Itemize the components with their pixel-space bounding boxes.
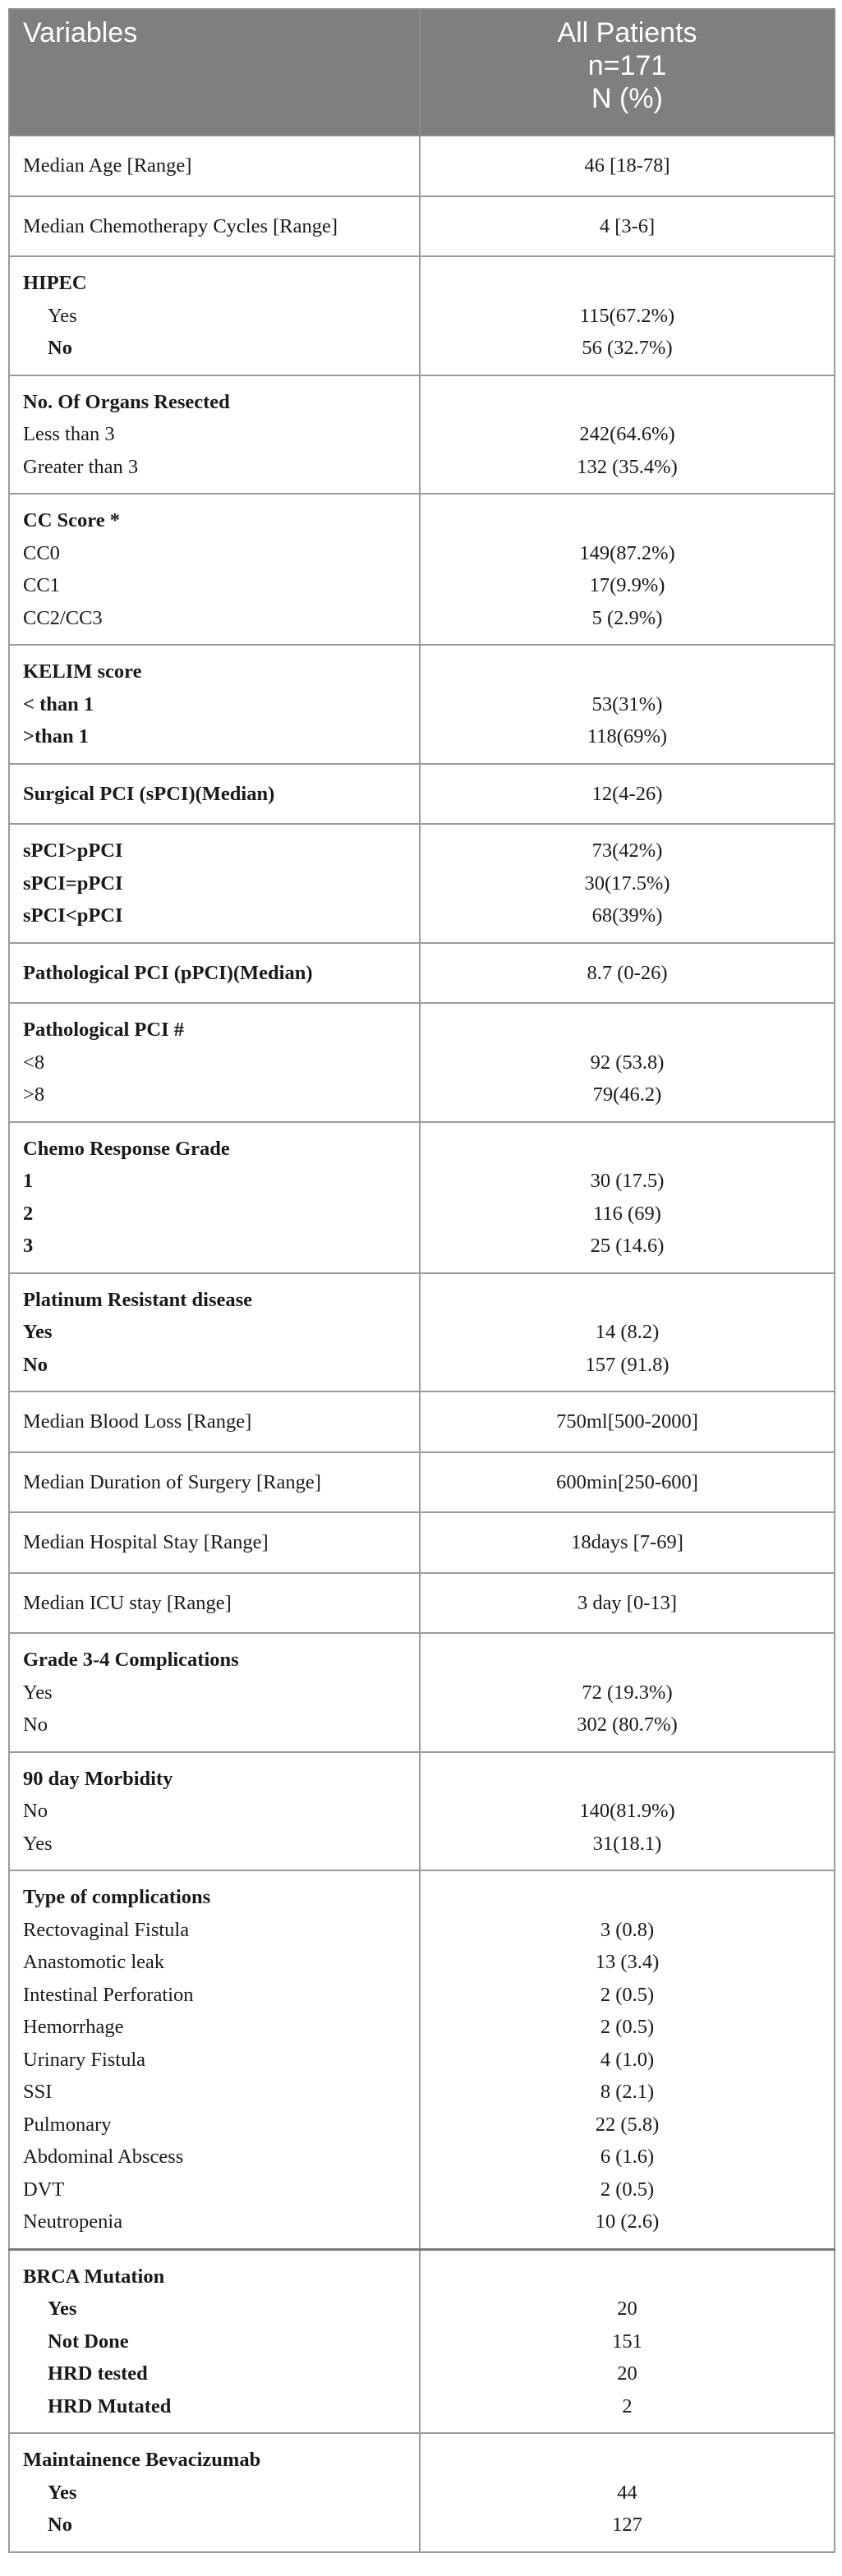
row-values bbox=[420, 1752, 835, 1871]
row-labels bbox=[9, 824, 420, 943]
row-value: 46 [18-78] bbox=[420, 136, 835, 196]
row-labels bbox=[9, 1003, 420, 1122]
row-value: 8.7 (0-26) bbox=[420, 943, 835, 1004]
row-hipec bbox=[9, 256, 835, 375]
item-label: HRD Mutated bbox=[48, 2394, 172, 2417]
item-label: sPCI>pPCI bbox=[23, 840, 123, 862]
item-value: 56 (32.7%) bbox=[582, 337, 673, 359]
group-title: Maintainence Bevacizumab bbox=[23, 2449, 261, 2471]
row-label: Median Hospital Stay [Range] bbox=[9, 1512, 420, 1573]
item-label: Rectovaginal Fistula bbox=[23, 1918, 190, 1941]
row-values bbox=[420, 1003, 835, 1122]
row-organs-resected bbox=[9, 375, 835, 494]
row-value: 12(4-26) bbox=[420, 764, 835, 825]
item-value: 118(69%) bbox=[587, 725, 668, 748]
item-value: 25 (14.6) bbox=[590, 1235, 665, 1257]
item-label: >than 1 bbox=[23, 725, 89, 748]
group-title: Chemo Response Grade bbox=[23, 1137, 230, 1160]
row-values bbox=[420, 375, 835, 494]
header-variables: Variables bbox=[9, 9, 420, 136]
item-value: 10 (2.6) bbox=[595, 2210, 660, 2233]
group-title: Pathological PCI # bbox=[23, 1019, 184, 1041]
item-label: Yes bbox=[48, 2298, 77, 2320]
item-label: <8 bbox=[23, 1051, 45, 1074]
item-label: Neutropenia bbox=[23, 2210, 123, 2233]
item-label: Less than 3 bbox=[23, 423, 115, 445]
row-type-of-complications bbox=[9, 1870, 835, 2249]
item-value: 44 bbox=[617, 2481, 637, 2504]
row-labels bbox=[9, 256, 420, 375]
row-90-day-morbidity bbox=[9, 1752, 835, 1871]
item-label: < than 1 bbox=[23, 692, 94, 715]
row-labels bbox=[9, 1870, 420, 2249]
item-value: 140(81.9%) bbox=[579, 1800, 675, 1822]
item-value: 14 (8.2) bbox=[595, 1321, 660, 1343]
item-label: Intestinal Perforation bbox=[23, 1983, 194, 2006]
row-label: Median Age [Range] bbox=[9, 136, 420, 196]
item-label: CC1 bbox=[23, 574, 60, 596]
item-label: 2 bbox=[23, 1202, 34, 1225]
row-labels bbox=[9, 1633, 420, 1752]
patient-characteristics-table bbox=[8, 8, 835, 2553]
row-value: 600min[250-600] bbox=[420, 1452, 835, 1513]
row-values bbox=[420, 1633, 835, 1752]
row-values bbox=[420, 1122, 835, 1273]
item-value: 17(9.9%) bbox=[589, 574, 665, 596]
item-label: 1 bbox=[23, 1170, 34, 1192]
row-labels bbox=[9, 1752, 420, 1871]
item-value: 53(31%) bbox=[591, 692, 663, 715]
row-values bbox=[420, 2249, 835, 2433]
group-title: Type of complications bbox=[23, 1886, 211, 1908]
item-label: Yes bbox=[48, 2481, 77, 2504]
item-value: 242(64.6%) bbox=[579, 423, 675, 445]
item-value: 30 (17.5) bbox=[590, 1170, 665, 1192]
row-value: 4 [3-6] bbox=[420, 196, 835, 257]
item-label: No bbox=[48, 337, 72, 359]
group-title: Grade 3-4 Complications bbox=[23, 1649, 239, 1671]
item-label: Yes bbox=[23, 1681, 53, 1704]
row-value: 3 day [0-13] bbox=[420, 1573, 835, 1634]
group-title: HIPEC bbox=[23, 272, 87, 294]
row-grade-3-4-complications bbox=[9, 1633, 835, 1752]
item-label: Abdominal Abscess bbox=[23, 2146, 184, 2168]
row-median-chemo-cycles bbox=[9, 196, 835, 257]
item-label: No bbox=[23, 1714, 48, 1736]
group-title: Platinum Resistant disease bbox=[23, 1288, 253, 1311]
item-label: >8 bbox=[23, 1083, 45, 1106]
item-value: 6 (1.6) bbox=[600, 2146, 655, 2168]
item-value: 13 (3.4) bbox=[595, 1951, 660, 1973]
item-label: SSI bbox=[23, 2081, 53, 2103]
row-label: Surgical PCI (sPCI)(Median) bbox=[9, 764, 420, 825]
row-median-hospital-stay bbox=[9, 1512, 835, 1573]
item-label: sPCI=pPCI bbox=[23, 872, 123, 895]
row-values bbox=[420, 1273, 835, 1392]
row-values bbox=[420, 1870, 835, 2249]
item-value: 73(42%) bbox=[591, 840, 663, 862]
item-value: 68(39%) bbox=[591, 904, 663, 927]
row-label: Median Chemotherapy Cycles [Range] bbox=[9, 196, 420, 257]
item-value: 115(67.2%) bbox=[579, 304, 675, 327]
item-value: 302 (80.7%) bbox=[577, 1714, 678, 1736]
item-label: sPCI<pPCI bbox=[23, 904, 123, 927]
item-label: Anastomotic leak bbox=[23, 1951, 165, 1973]
row-values bbox=[420, 2433, 835, 2552]
item-value: 22 (5.8) bbox=[595, 2113, 660, 2136]
row-values bbox=[420, 494, 835, 645]
item-value: 2 (0.5) bbox=[600, 2016, 655, 2038]
item-label: HRD tested bbox=[48, 2362, 148, 2385]
item-label: CC2/CC3 bbox=[23, 606, 103, 629]
row-values bbox=[420, 645, 835, 764]
item-value: 127 bbox=[612, 2514, 642, 2536]
header-all-patients bbox=[420, 9, 835, 136]
row-median-surgery-duration bbox=[9, 1452, 835, 1513]
item-value: 3 (0.8) bbox=[600, 1918, 655, 1941]
item-label: No bbox=[23, 1800, 48, 1822]
row-labels bbox=[9, 2249, 420, 2433]
row-pathological-pci bbox=[9, 1003, 835, 1122]
item-value: 92 (53.8) bbox=[590, 1051, 665, 1074]
header-line: n=171 bbox=[587, 50, 667, 81]
item-value: 72 (19.3%) bbox=[582, 1681, 673, 1704]
row-brca-mutation bbox=[9, 2249, 835, 2433]
item-value: 2 (0.5) bbox=[600, 1983, 655, 2006]
item-value: 157 (91.8) bbox=[585, 1353, 669, 1376]
row-cc-score bbox=[9, 494, 835, 645]
group-title: CC Score * bbox=[23, 509, 120, 531]
header-line: N (%) bbox=[591, 83, 663, 114]
group-title: No. Of Organs Resected bbox=[23, 390, 230, 413]
row-pathological-pci-median bbox=[9, 943, 835, 1004]
row-label: Pathological PCI (pPCI)(Median) bbox=[9, 943, 420, 1004]
row-surgical-pci bbox=[9, 764, 835, 825]
header-row bbox=[9, 9, 835, 136]
item-value: 132 (35.4%) bbox=[577, 455, 678, 478]
row-spci-vs-ppci bbox=[9, 824, 835, 943]
item-value: 151 bbox=[612, 2330, 642, 2353]
item-value: 30(17.5%) bbox=[584, 872, 670, 895]
header-line: All Patients bbox=[557, 17, 697, 48]
item-value: 2 bbox=[622, 2394, 633, 2417]
row-labels bbox=[9, 375, 420, 494]
group-title: KELIM score bbox=[23, 660, 142, 683]
item-value: 2 (0.5) bbox=[600, 2178, 655, 2201]
row-label: Median Duration of Surgery [Range] bbox=[9, 1452, 420, 1513]
item-value: 79(46.2) bbox=[592, 1083, 662, 1106]
item-label: 3 bbox=[23, 1235, 34, 1257]
item-value: 4 (1.0) bbox=[600, 2048, 655, 2071]
item-label: Hemorrhage bbox=[23, 2016, 124, 2038]
item-label: DVT bbox=[23, 2178, 65, 2201]
row-value: 18days [7-69] bbox=[420, 1512, 835, 1573]
item-label: CC0 bbox=[23, 541, 60, 564]
item-label: Yes bbox=[23, 1832, 53, 1855]
row-value: 750ml[500-2000] bbox=[420, 1392, 835, 1452]
row-values bbox=[420, 256, 835, 375]
item-value: 20 bbox=[617, 2362, 637, 2385]
row-label: Median ICU stay [Range] bbox=[9, 1573, 420, 1634]
row-platinum-resistant bbox=[9, 1273, 835, 1392]
item-label: Not Done bbox=[48, 2330, 129, 2353]
item-value: 116 (69) bbox=[593, 1202, 661, 1225]
row-labels bbox=[9, 645, 420, 764]
item-label: Greater than 3 bbox=[23, 455, 139, 478]
item-label: Yes bbox=[23, 1321, 53, 1343]
item-value: 20 bbox=[617, 2298, 637, 2320]
item-label: Urinary Fistula bbox=[23, 2048, 146, 2071]
item-value: 5 (2.9%) bbox=[591, 606, 663, 629]
row-labels bbox=[9, 2433, 420, 2552]
group-title: BRCA Mutation bbox=[23, 2265, 165, 2288]
item-label: No bbox=[23, 1353, 48, 1376]
row-values bbox=[420, 824, 835, 943]
item-value: 31(18.1) bbox=[592, 1832, 662, 1855]
item-label: No bbox=[48, 2514, 72, 2536]
row-median-age bbox=[9, 136, 835, 196]
row-kelim-score bbox=[9, 645, 835, 764]
row-median-icu-stay bbox=[9, 1573, 835, 1634]
row-maintenance-bevacizumab bbox=[9, 2433, 835, 2552]
row-label: Median Blood Loss [Range] bbox=[9, 1392, 420, 1452]
item-value: 149(87.2%) bbox=[579, 541, 675, 564]
row-median-blood-loss bbox=[9, 1392, 835, 1452]
group-title: 90 day Morbidity bbox=[23, 1767, 173, 1790]
row-labels bbox=[9, 1273, 420, 1392]
row-labels bbox=[9, 494, 420, 645]
item-value: 8 (2.1) bbox=[600, 2081, 655, 2103]
item-label: Pulmonary bbox=[23, 2113, 112, 2136]
item-label: Yes bbox=[48, 304, 77, 327]
row-labels bbox=[9, 1122, 420, 1273]
row-chemo-response-grade bbox=[9, 1122, 835, 1273]
